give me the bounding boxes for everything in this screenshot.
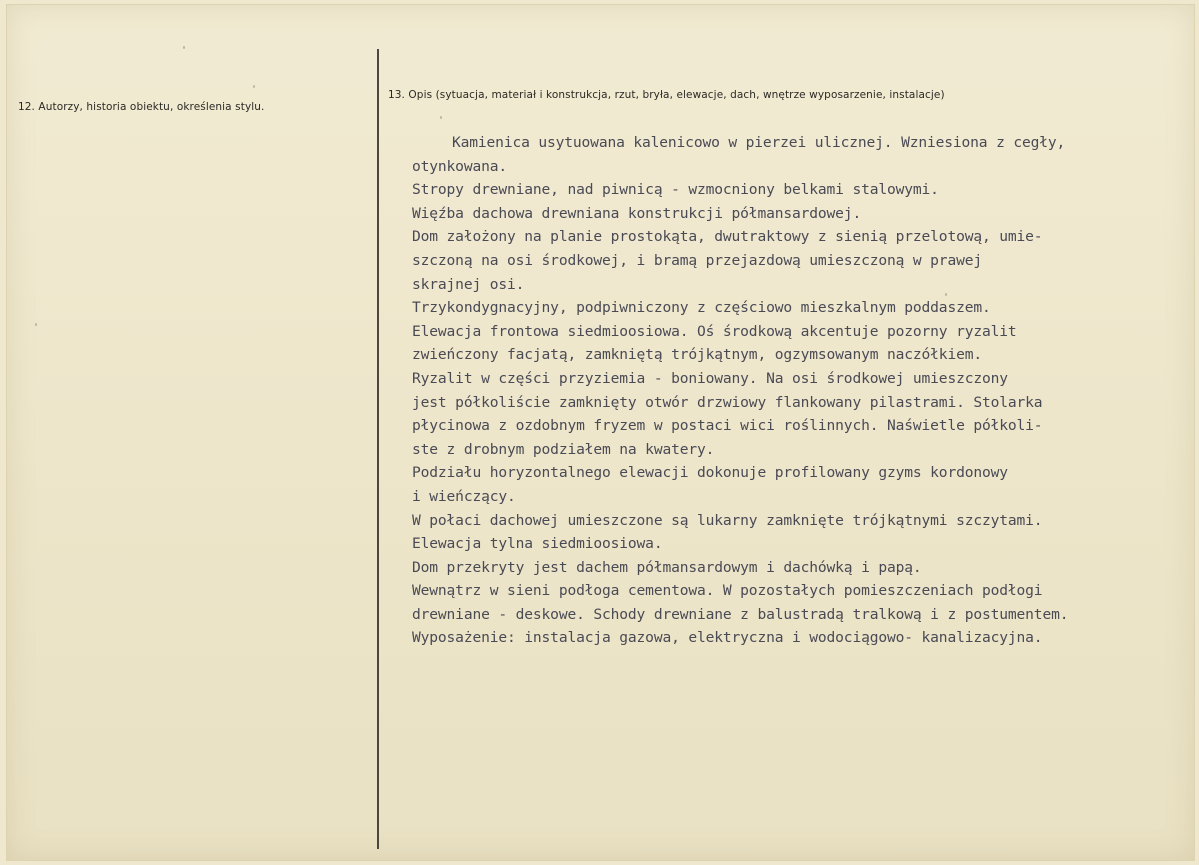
description-line: Trzykondygnacyjny, podpiwniczony z częściowo mieszkalnym poddaszem. xyxy=(412,299,991,317)
description-line: Więźba dachowa drewniana konstrukcji półmansardowej. xyxy=(412,204,862,222)
description-line: skrajnej osi. xyxy=(412,275,525,293)
field-13-label: 13. Opis (sytuacja, materiał i konstrukcja, rzut, bryła, elewacje, dach, wnętrze wyposarzenie, instalacje) xyxy=(388,89,945,101)
description-line: Stropy drewniane, nad piwnicą - wzmocniony belkami stalowymi. xyxy=(412,181,939,199)
description-line: szczoną na osi środkowej, i bramą przejazdową umieszczoną w prawej xyxy=(412,251,982,269)
description-line: Dom założony na planie prostokąta, dwutraktowy z sienią przelotową, umie- xyxy=(412,228,1043,246)
description-line: płycinowa z ozdobnym fryzem w postaci wici roślinnych. Naświetle półkoli- xyxy=(412,417,1043,435)
description-line: Kamienica usytuowana kalenicowo w pierzei ulicznej. Wzniesiona z cegły, xyxy=(452,134,1066,151)
description-line: Ryzalit w części przyziemia - boniowany. Na osi środkowej umieszczony xyxy=(412,369,1008,387)
paper-speck xyxy=(183,46,185,49)
field-12-label: 12. Autorzy, historia obiektu, określenia stylu. xyxy=(18,101,265,113)
description-text xyxy=(412,131,1192,650)
description-line: Podziału horyzontalnego elewacji dokonuje profilowany gzyms kordonowy xyxy=(412,464,1008,482)
paper-speck xyxy=(35,323,37,326)
description-line: ste z drobnym podziałem na kwatery. xyxy=(412,440,715,458)
description-line: otynkowana. xyxy=(412,157,507,175)
description-line: Wewnątrz w sieni podłoga cementowa. W pozostałych pomieszczeniach podłogi xyxy=(412,582,1043,600)
description-line: zwieńczony facjatą, zamkniętą trójkątnym, ogzymsowanym naczółkiem. xyxy=(412,346,982,364)
description-line: Wyposażenie: instalacja gazowa, elektryczna i wodociągowo- kanalizacyjna. xyxy=(412,629,1043,647)
description-line: Elewacja frontowa siedmioosiowa. Oś środkową akcentuje pozorny ryzalit xyxy=(412,322,1017,340)
description-line: Dom przekryty jest dachem półmansardowym i dachówką i papą. xyxy=(412,558,922,576)
description-line: W połaci dachowej umieszczone są lukarny zamknięte trójkątnymi szczytami. xyxy=(412,511,1043,529)
description-line: jest półkoliście zamknięty otwór drzwiowy flankowany pilastrami. Stolarka xyxy=(412,393,1043,411)
description-line: drewniane - deskowe. Schody drewniane z balustradą tralkową i z postumentem. xyxy=(412,605,1069,623)
description-line: Elewacja tylna siedmioosiowa. xyxy=(412,535,663,553)
column-divider xyxy=(377,49,379,849)
paper-speck xyxy=(253,85,255,88)
paper-speck xyxy=(440,116,442,119)
description-line: i wieńczący. xyxy=(412,487,516,505)
